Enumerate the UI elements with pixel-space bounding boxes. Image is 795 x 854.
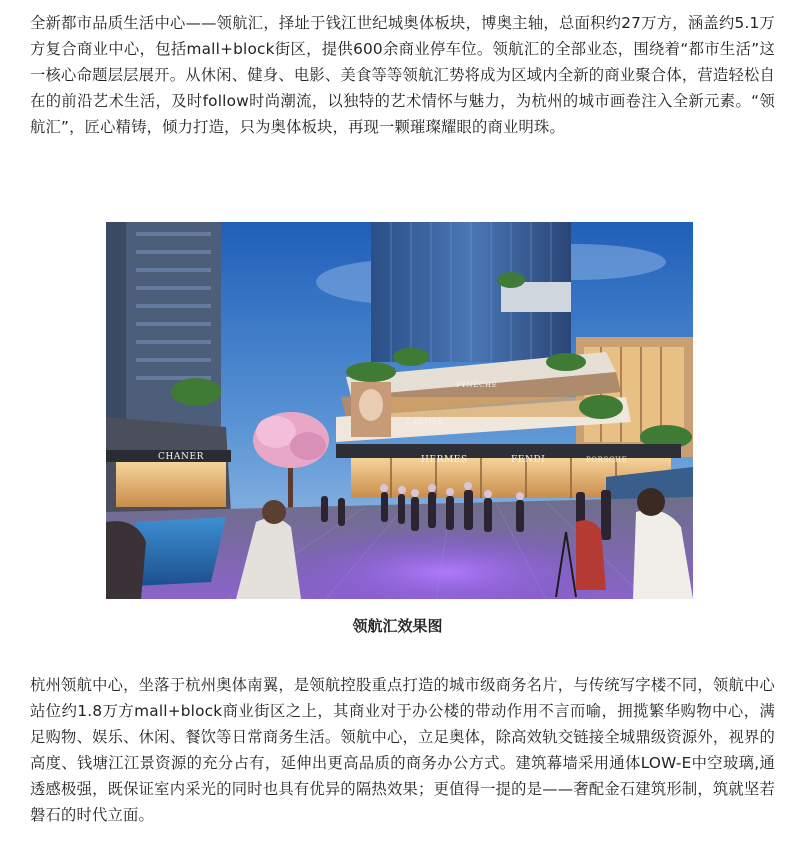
store-sign-cartier: CARTIER (406, 418, 444, 426)
store-sign-chanel: CHANER (158, 452, 205, 462)
store-sign-porsche: PORSCHE (586, 456, 628, 464)
store-sign-upper: PYNECHE (456, 381, 498, 389)
article-paragraph-1: 全新都市品质生活中心——领航汇，择址于钱江世纪城奥体板块，博奥主轴，总面积约27万方，涵盖约5.1万方复合商业中心，包括mall+block街区，提供600余商业停车位。领航汇的全部业态，围绕着“都市生活”这一核心命题层层展开。从休闲、健身、电影、美食等等领航汇势将成为区域内全新的商业聚合体，营造轻松自在的前沿艺术生活，及时follow时尚潮流，以独特的艺术情怀与魅力，为杭州的城市画卷注入全新元素。“领航汇”，匠心精铸，倾力打造，只为奥体板块，再现一颗璀璨耀眼的商业明珠。 (30, 14, 775, 136)
article-paragraph-2: 杭州领航中心，坐落于杭州奥体南翼，是领航控股重点打造的城市级商务名片，与传统写字楼不同，领航中心站位约1.8万方mall+block商业街区之上，其商业对于办公楼的带动作用不言而喻，拥揽繁华购物中心，满足购物、娱乐、休闲、餐饮等日常商务生活。领航中心，立足奥体，除高效轨交链接全城鼎级资源外，视界的高度、钱塘江江景资源的充分占有，延伸出更高品质的商务办公方式。建筑幕墙采用通体LOW-E中空玻璃,通透感极强，既保证室内采光的同时也具有优异的隔热效果；更值得一提的是——奢配金石建筑形制，筑就坚若磐石的时代立面。 (30, 676, 775, 824)
store-sign-fendi: FENDI (511, 455, 546, 465)
store-sign-hermes: HERMES (421, 455, 468, 465)
rendering-image (106, 222, 693, 599)
figure-caption: 领航汇效果图 (352, 617, 443, 635)
